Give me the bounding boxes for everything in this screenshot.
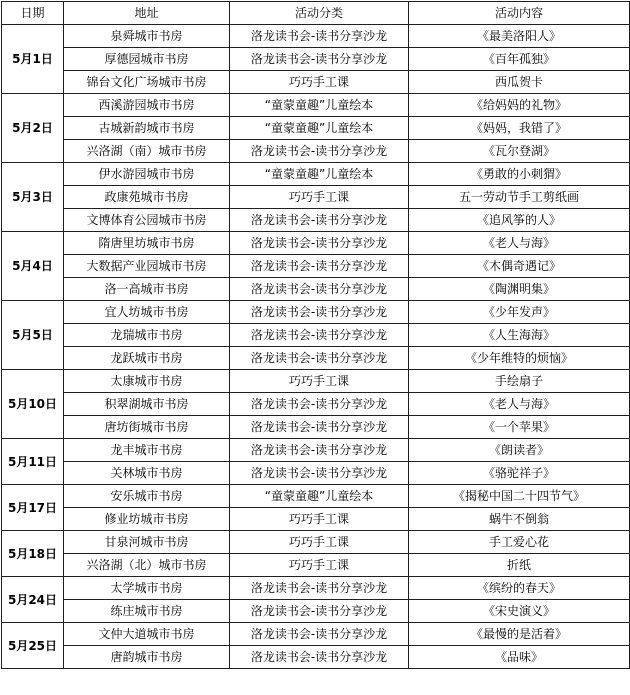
address-cell: 古城新韵城市书房 [64,117,230,140]
table-row [2,600,630,623]
table-header [2,2,630,25]
content-cell: 《宋史演义》 [409,600,630,623]
table-row [2,94,630,117]
address-cell: 大数据产业园城市书房 [64,255,230,278]
content-cell: 《骆驼祥子》 [409,462,630,485]
date-cell: 5月2日 [2,94,64,163]
content-cell: 五一劳动节手工剪纸画 [409,186,630,209]
table-row [2,163,630,186]
header-category: 活动分类 [230,2,409,25]
category-cell: 洛龙读书会-读书分享沙龙 [230,600,409,623]
header-content: 活动内容 [409,2,630,25]
address-cell: 伊水游园城市书房 [64,163,230,186]
header-date: 日期 [2,2,64,25]
category-cell: 洛龙读书会-读书分享沙龙 [230,646,409,669]
activity-schedule-table [1,1,630,669]
address-cell: 龙瑞城市书房 [64,324,230,347]
content-cell: 《老人与海》 [409,393,630,416]
content-cell: 西瓜贺卡 [409,71,630,94]
table-row [2,485,630,508]
table-row [2,370,630,393]
date-cell: 5月17日 [2,485,64,531]
table-row [2,301,630,324]
table-body [2,25,630,669]
category-cell: 洛龙读书会-读书分享沙龙 [230,347,409,370]
header-address: 地址 [64,2,230,25]
table-row [2,232,630,255]
category-cell: 洛龙读书会-读书分享沙龙 [230,25,409,48]
address-cell: 西溪游园城市书房 [64,94,230,117]
content-cell: 《瓦尔登湖》 [409,140,630,163]
content-cell: 《一个苹果》 [409,416,630,439]
category-cell: 洛龙读书会-读书分享沙龙 [230,140,409,163]
category-cell: “童蒙童趣”儿童绘本 [230,485,409,508]
address-cell: 太学城市书房 [64,577,230,600]
date-cell: 5月25日 [2,623,64,669]
content-cell: 《最慢的是活着》 [409,623,630,646]
content-cell: 《品味》 [409,646,630,669]
address-cell: 甘泉河城市书房 [64,531,230,554]
address-cell: 泉舜城市书房 [64,25,230,48]
category-cell: 巧巧手工课 [230,370,409,393]
content-cell: 《缤纷的春天》 [409,577,630,600]
table-row [2,393,630,416]
date-cell: 5月3日 [2,163,64,232]
table-row [2,140,630,163]
date-cell: 5月18日 [2,531,64,577]
address-cell: 唐韵城市书房 [64,646,230,669]
table-row [2,646,630,669]
address-cell: 龙跃城市书房 [64,347,230,370]
category-cell: 洛龙读书会-读书分享沙龙 [230,301,409,324]
date-cell: 5月11日 [2,439,64,485]
table-row [2,531,630,554]
address-cell: 积翠湖城市书房 [64,393,230,416]
address-cell: 太康城市书房 [64,370,230,393]
content-cell: 《百年孤独》 [409,48,630,71]
content-cell: 《陶渊明集》 [409,278,630,301]
address-cell: 练庄城市书房 [64,600,230,623]
table-row [2,623,630,646]
address-cell: 文仲大道城市书房 [64,623,230,646]
table-row [2,278,630,301]
content-cell: 手绘扇子 [409,370,630,393]
category-cell: 洛龙读书会-读书分享沙龙 [230,278,409,301]
content-cell: 手工爱心花 [409,531,630,554]
address-cell: 安乐城市书房 [64,485,230,508]
address-cell: 洛一高城市书房 [64,278,230,301]
category-cell: 洛龙读书会-读书分享沙龙 [230,393,409,416]
address-cell: 龙丰城市书房 [64,439,230,462]
category-cell: 洛龙读书会-读书分享沙龙 [230,416,409,439]
date-cell: 5月24日 [2,577,64,623]
category-cell: 巧巧手工课 [230,71,409,94]
table-row [2,48,630,71]
date-cell: 5月10日 [2,370,64,439]
category-cell: 洛龙读书会-读书分享沙龙 [230,577,409,600]
date-cell: 5月5日 [2,301,64,370]
content-cell: 《给妈妈的礼物》 [409,94,630,117]
category-cell: 巧巧手工课 [230,508,409,531]
address-cell: 隋唐里坊城市书房 [64,232,230,255]
category-cell: “童蒙童趣”儿童绘本 [230,163,409,186]
content-cell: 《少年发声》 [409,301,630,324]
table-row [2,255,630,278]
table-row [2,324,630,347]
content-cell: 《揭秘中国二十四节气》 [409,485,630,508]
category-cell: 洛龙读书会-读书分享沙龙 [230,232,409,255]
table-row [2,462,630,485]
content-cell: 蜗牛不倒翁 [409,508,630,531]
address-cell: 厚德园城市书房 [64,48,230,71]
category-cell: 巧巧手工课 [230,186,409,209]
table-row [2,508,630,531]
content-cell: 《少年维特的烦恼》 [409,347,630,370]
content-cell: 《勇敢的小刺猬》 [409,163,630,186]
category-cell: 洛龙读书会-读书分享沙龙 [230,439,409,462]
content-cell: 《追风筝的人》 [409,209,630,232]
content-cell: 《朗读者》 [409,439,630,462]
table-row [2,554,630,577]
date-cell: 5月1日 [2,25,64,94]
table-row [2,186,630,209]
category-cell: 洛龙读书会-读书分享沙龙 [230,324,409,347]
address-cell: 关林城市书房 [64,462,230,485]
header-row [2,2,630,25]
address-cell: 锦台文化广场城市书房 [64,71,230,94]
table-row [2,577,630,600]
content-cell: 折纸 [409,554,630,577]
address-cell: 宜人坊城市书房 [64,301,230,324]
category-cell: 洛龙读书会-读书分享沙龙 [230,462,409,485]
category-cell: 洛龙读书会-读书分享沙龙 [230,48,409,71]
category-cell: “童蒙童趣”儿童绘本 [230,94,409,117]
table-row [2,347,630,370]
table-row [2,117,630,140]
category-cell: 巧巧手工课 [230,531,409,554]
content-cell: 《最美洛阳人》 [409,25,630,48]
address-cell: 文博体育公园城市书房 [64,209,230,232]
category-cell: “童蒙童趣”儿童绘本 [230,117,409,140]
table-row [2,25,630,48]
table-row [2,71,630,94]
category-cell: 巧巧手工课 [230,554,409,577]
content-cell: 《木偶奇遇记》 [409,255,630,278]
content-cell: 《人生海海》 [409,324,630,347]
table-row [2,439,630,462]
address-cell: 唐坊街城市书房 [64,416,230,439]
content-cell: 《妈妈，我错了》 [409,117,630,140]
content-cell: 《老人与海》 [409,232,630,255]
category-cell: 洛龙读书会-读书分享沙龙 [230,623,409,646]
address-cell: 兴洛湖（南）城市书房 [64,140,230,163]
table-row [2,416,630,439]
address-cell: 修业坊城市书房 [64,508,230,531]
date-cell: 5月4日 [2,232,64,301]
address-cell: 兴洛湖（北）城市书房 [64,554,230,577]
address-cell: 政康苑城市书房 [64,186,230,209]
category-cell: 洛龙读书会-读书分享沙龙 [230,209,409,232]
category-cell: 洛龙读书会-读书分享沙龙 [230,255,409,278]
table-row [2,209,630,232]
